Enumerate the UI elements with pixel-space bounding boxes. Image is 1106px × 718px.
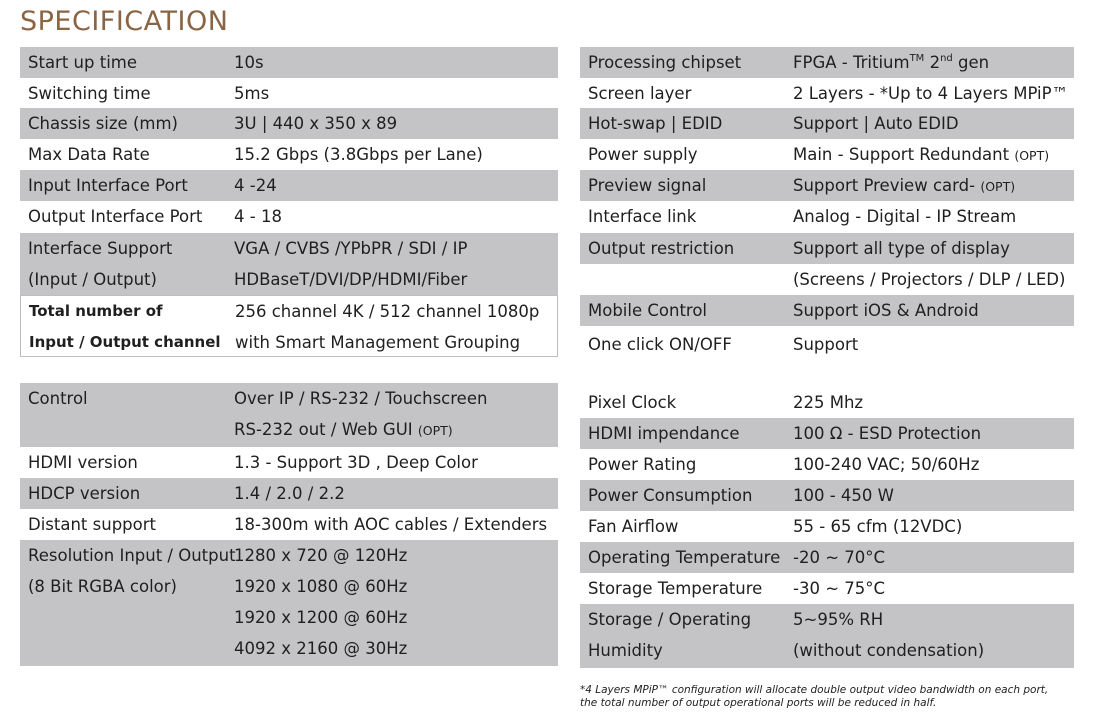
spec-key: (8 Bit RGBA color)	[28, 577, 177, 596]
spec-row	[20, 509, 558, 540]
spec-key: Processing chipset	[588, 53, 742, 72]
spec-row	[580, 139, 1074, 170]
spec-key: Total number of	[29, 302, 163, 320]
spec-value: 5~95% RH	[793, 610, 884, 629]
spec-value: Main - Support Redundant	[793, 145, 1010, 164]
spec-key: Output restriction	[588, 239, 735, 258]
spec-value: Analog - Digital - IP Stream	[793, 207, 1017, 226]
spec-value: 100-240 VAC; 50/60Hz	[793, 455, 980, 474]
spec-row	[20, 233, 558, 295]
spec-value: -30 ~ 75°C	[793, 579, 886, 598]
spec-value: VGA / CVBS /YPbPR / SDI / IP	[234, 239, 468, 258]
spec-key: Screen layer	[588, 84, 692, 103]
spec-key: Chassis size (mm)	[28, 114, 178, 133]
spec-value: 4092 x 2160 @ 30Hz	[234, 639, 408, 658]
spec-key: Storage Temperature	[588, 579, 763, 598]
spec-value: Over IP / RS-232 / Touchscreen	[234, 389, 488, 408]
ordinal-sup: nd	[940, 53, 953, 64]
spec-key: Start up time	[28, 53, 138, 72]
footnote	[580, 684, 1048, 710]
spec-key: Fan Airflow	[588, 517, 679, 536]
opt-tag: (OPT)	[980, 179, 1016, 194]
spec-value: HDBaseT/DVI/DP/HDMI/Fiber	[234, 270, 468, 289]
spec-row	[580, 201, 1074, 233]
spec-value: 2 Layers - *Up to 4 Layers MPiP™	[793, 84, 1069, 103]
spec-row	[580, 233, 1074, 289]
spec-value: RS-232 out / Web GUI	[234, 420, 413, 439]
spec-value: 5ms	[234, 84, 270, 103]
spec-key: Output Interface Port	[28, 207, 203, 226]
spec-value: (without condensation)	[793, 641, 985, 660]
spec-key: Power Consumption	[588, 486, 753, 505]
spec-value: 256 channel 4K / 512 channel 1080p	[235, 302, 540, 321]
spec-key: Humidity	[588, 641, 663, 660]
spec-row	[580, 108, 1074, 139]
spec-key: Distant support	[28, 515, 156, 534]
footnote-line: the total number of output operational ports will be reduced in half.	[580, 697, 937, 709]
spec-row	[580, 78, 1074, 108]
spec-value: with Smart Management Grouping	[235, 333, 521, 352]
spec-row	[580, 604, 1074, 668]
spec-key: Max Data Rate	[28, 145, 150, 164]
spec-row	[20, 383, 558, 447]
spec-row	[580, 326, 1074, 361]
spec-value: 2	[924, 53, 941, 72]
spec-row	[580, 387, 1074, 418]
spec-row	[20, 201, 558, 233]
spec-value: Support | Auto EDID	[793, 114, 959, 133]
spec-value: 100 - 450 W	[793, 486, 894, 505]
spec-row	[20, 108, 558, 139]
spec-row	[20, 47, 558, 78]
spec-key: HDMI version	[28, 453, 138, 472]
spec-value: Support all type of display	[793, 239, 1010, 258]
spec-value: 18-300m with AOC cables / Extenders	[234, 515, 548, 534]
spec-key: Operating Temperature	[588, 548, 781, 567]
spec-row	[580, 511, 1074, 542]
spec-value: (Screens / Projectors / DLP / LED)	[793, 270, 1066, 289]
spec-key: Resolution Input / Output	[28, 546, 236, 565]
opt-tag: (OPT)	[417, 423, 453, 438]
spec-table-right-2	[580, 387, 1074, 668]
spec-table-left-1	[20, 47, 558, 357]
spec-value: gen	[952, 53, 990, 72]
spec-row	[20, 295, 558, 357]
spec-value: 3U | 440 x 350 x 89	[234, 114, 398, 133]
spec-key: Preview signal	[588, 176, 707, 195]
spec-key: HDCP version	[28, 484, 141, 503]
spec-row	[20, 447, 558, 478]
footnote-line: *4 Layers MPiP™ configuration will allocate double output video bandwidth on each port,	[580, 684, 1049, 696]
spec-key: Interface Support	[28, 239, 173, 258]
trademark-sup: TM	[909, 53, 925, 64]
spec-row	[580, 170, 1074, 201]
spec-value: 1280 x 720 @ 120Hz	[234, 546, 408, 565]
spec-value: Support iOS & Android	[793, 301, 979, 320]
spec-value: 15.2 Gbps (3.8Gbps per Lane)	[234, 145, 483, 164]
spec-key: Input Interface Port	[28, 176, 188, 195]
spec-value: 1.3 - Support 3D , Deep Color	[234, 453, 478, 472]
spec-key: Power Rating	[588, 455, 697, 474]
spec-row	[20, 540, 558, 666]
opt-tag: (OPT)	[1014, 148, 1050, 163]
spec-value: Support Preview card-	[793, 176, 976, 195]
spec-key: Hot-swap | EDID	[588, 114, 723, 133]
spec-value: FPGA - Tritium	[793, 53, 910, 72]
spec-value: 4 -24	[234, 176, 277, 195]
spec-key: HDMI impendance	[588, 424, 740, 443]
spec-key: Interface link	[588, 207, 697, 226]
spec-value: 55 - 65 cfm (12VDC)	[793, 517, 963, 536]
spec-value: Support	[793, 335, 859, 354]
spec-row	[20, 78, 558, 108]
spec-key: Input / Output channel	[29, 333, 221, 351]
spec-row	[580, 449, 1074, 480]
spec-row	[580, 480, 1074, 511]
spec-value: 100 Ω - ESD Protection	[793, 424, 982, 443]
spec-row	[580, 418, 1074, 449]
spec-table-left-2	[20, 383, 558, 666]
spec-value: 10s	[234, 53, 264, 72]
spec-row	[580, 573, 1074, 604]
spec-value: -20 ~ 70°C	[793, 548, 886, 567]
spec-value: 1920 x 1200 @ 60Hz	[234, 608, 408, 627]
spec-key: Mobile Control	[588, 301, 708, 320]
spec-row	[580, 542, 1074, 573]
spec-value: 225 Mhz	[793, 393, 864, 412]
page-title: SPECIFICATION	[20, 6, 229, 37]
spec-value: 1920 x 1080 @ 60Hz	[234, 577, 408, 596]
spec-key: Control	[28, 389, 88, 408]
spec-key: Power supply	[588, 145, 698, 164]
spec-row	[20, 478, 558, 509]
spec-value: 1.4 / 2.0 / 2.2	[234, 484, 345, 503]
spec-key: One click ON/OFF	[588, 335, 732, 354]
spec-row	[580, 295, 1074, 326]
spec-row	[20, 170, 558, 201]
spec-row	[580, 47, 1074, 78]
spec-key: (Input / Output)	[28, 270, 157, 289]
spec-row	[20, 139, 558, 170]
spec-row	[580, 264, 1074, 295]
spec-key: Switching time	[28, 84, 151, 103]
spec-key: Pixel Clock	[588, 393, 677, 412]
spec-key: Storage / Operating	[588, 610, 752, 629]
spec-value: 4 - 18	[234, 207, 282, 226]
spec-table-right-1	[580, 47, 1074, 361]
